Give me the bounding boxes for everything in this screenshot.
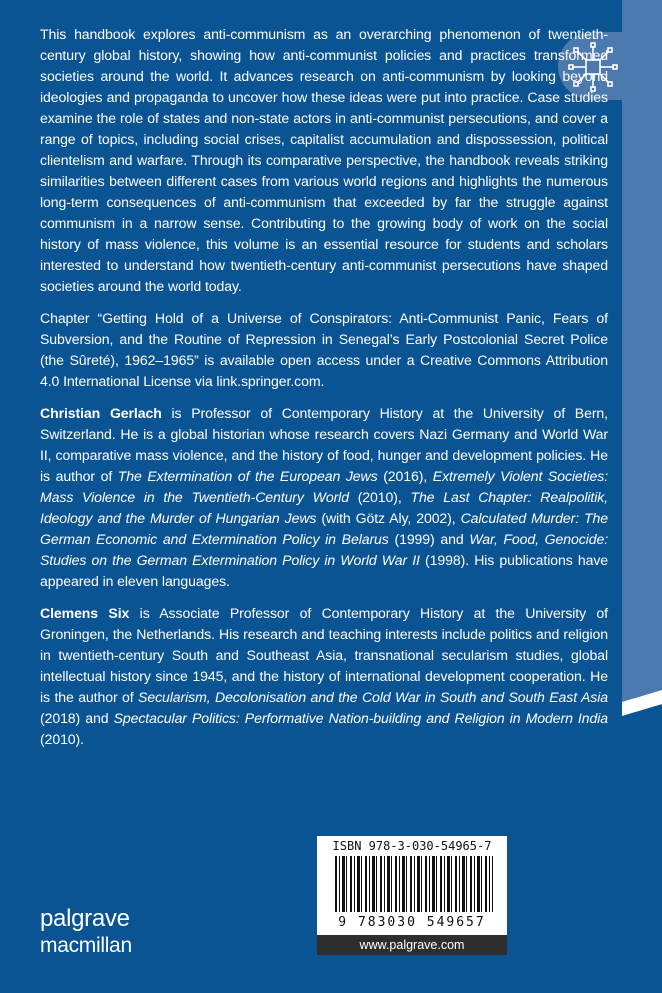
book-title: The Last Chapter: Realpolitik, Ideology and the Murder of Hungarian Jews [40,489,608,526]
book-title: Extremely Violent Societies: Mass Violence in the Twentieth-Century World [40,468,609,505]
publisher-logo [40,904,132,959]
logo-line2: macmillan [40,934,132,957]
author-bio-six [40,603,608,750]
book-title: Calculated Murder: The German Economic and Extermination Policy in Belarus [40,510,608,547]
bio-text: (2018) and [40,710,114,726]
bio-text: is Professor of Contemporary History at the University of Bern, Switzerland. He is a global historian whose research covers Nazi Germany and World War II, comparative mass violence, and the history of food, hunger and development policies. He is author of [40,405,608,484]
author-name: Christian Gerlach [40,405,162,421]
publisher-url: www.palgrave.com [317,935,507,955]
book-title: Spectacular Politics: Performative Nation-building and Religion in Modern India [113,710,608,726]
bio-text: (with Götz Aly, 2002), [316,510,461,526]
bio-text: (1998). His publications have appeared in eleven languages. [40,552,609,589]
book-title: Secularism, Decolonisation and the Cold War in South and South East Asia [138,689,609,705]
barcode-bars [335,856,493,912]
bio-text: is Associate Professor of Contemporary History at the University of Groningen, the Netherlands. His research and teaching interests include politics and religion in twentieth-century South and Southeast Asia, transnational secularism studies, global intellectual history since 1945, and the history of international development cooperation. He is the author of [40,605,608,705]
logo-line1: palgrave [40,905,130,932]
bio-text: (2016), [377,468,433,484]
bio-text: (2010), [348,489,411,505]
side-strip [622,0,662,705]
bio-text: (2010). [40,731,84,747]
isbn-barcode [317,836,507,955]
author-name: Clemens Six [40,605,130,621]
isbn-text: ISBN 978-3-030-54965-7 [332,839,492,853]
back-cover-text [40,24,608,761]
barcode-digits: 9 783030 549657 [338,915,486,930]
book-title: War, Food, Genocide: Studies on the German Extermination Policy in World War II [40,531,609,568]
bio-text: (1999) and [388,531,470,547]
book-title: The Extermination of the European Jews [117,468,378,484]
author-bio-gerlach [40,403,608,592]
description: This handbook explores anti-communism as an overarching phenomenon of twentieth-century global history, showing how anti-communist policies and practices transformed societies around the world. It advances research on anti-communism by looking beyond ideologies and propaganda to uncover how these ideas were put into practice. Case studies examine the role of states and non-state actors in anti-communist persecutions, and cover a range of topics, including social crises, capitalist accumulation and dispossession, political clientelism and warfare. Through its comparative perspective, the handbook reveals striking similarities between different cases from various world regions and highlights the numerous long-term consequences of anti-communism that exceeded by far the struggle against communism in a narrow sense. Contributing to the growing body of work on the social history of mass violence, this volume is an essential resource for students and scholars interested to understand how twentieth-century anti-communist persecutions have shaped societies around the world today. [40,26,608,294]
open-access-note: Chapter “Getting Hold of a Universe of Conspirators: Anti-Communist Panic, Fears of Subversion, and the Routine of Repression in Senegal’s Early Postcolonial Secret Police (the Sûreté), 1962–1965” is available open access under a Creative Commons Attribution 4.0 International License via link.springer.com. [40,310,608,389]
